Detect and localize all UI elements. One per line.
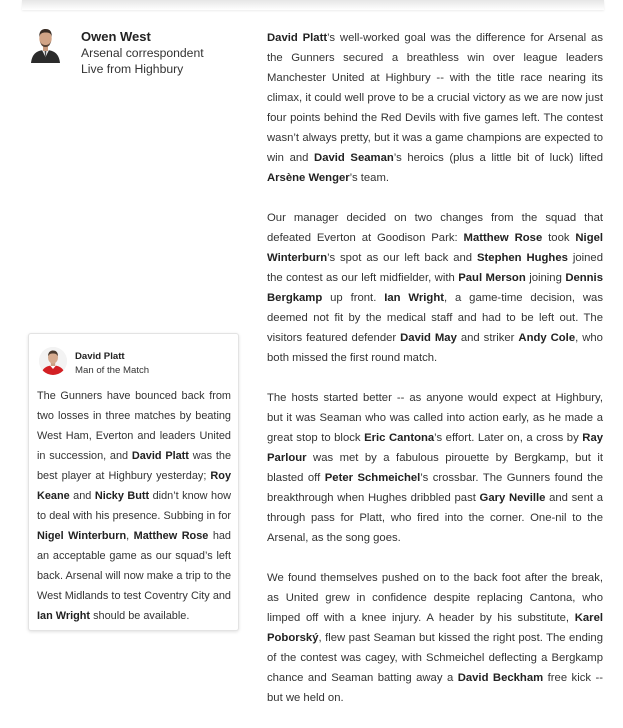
player-name: Paul Merson [458,272,526,284]
person-avatar-icon [30,26,61,63]
article-paragraph: We found themselves pushed on to the back foot after the break, as United grew in confidence despite replacing Cantona, who limped off with a knee injury. A header by his substitute, Karel Poborský, flew past Seaman but kissed the right post. The ending of the contest was cagey, with Schmeichel deflecting a Bergkamp chance and Seaman batting away a David Beckham free kick -- but we held on. [267,572,603,704]
article-body [267,28,603,728]
article-paragraph: Our manager decided on two changes from the squad that defeated Everton at Goodison Park: Matthew Rose took Nigel Winterburn’s spot as our left back and Stephen Hughes joined the contest as our left midfielder, with Paul Merson joining Dennis Bergkamp up front. Ian Wright, a game-time decision, was deemed not fit by the medical staff and had to be left out. The visitors featured defender David May and striker Andy Cole, who both missed the first round match. [267,212,604,364]
player-name: Matthew Rose [133,530,209,542]
man-of-the-match-card [28,333,239,631]
player-name: David Seaman [314,152,394,164]
player-name: Nigel Winterburn [37,530,127,542]
author-name: Owen West [81,29,151,44]
article-paragraph: David Platt’s well-worked goal was the difference for Arsenal as the Gunners secured a breathless win over league leaders Manchester United at Highbury -- with the title race nearing its climax, it could well prove to be a crucial victory as we are now just four points behind the Red Devils with five games left. The contest wasn’t always pretty, but it was a game champions are expected to win and David Seaman’s heroics (plus a little bit of luck) lifted Arsène Wenger’s team. [267,32,604,184]
player-name: Gary Neville [479,492,546,504]
player-name: David Beckham [457,672,544,684]
player-name: Stephen Hughes [476,252,568,264]
author-byline [30,26,250,76]
top-divider [22,0,604,10]
card-player-name: David Platt [75,351,125,362]
player-name: Peter Schmeichel [324,472,421,484]
article-paragraph: The hosts started better -- as anyone would expect at Highbury, but it was Seaman who was called into action early, as he made a great stop to block Eric Cantona’s effort. Later on, a cross by Ray Parlour was met by a fabulous pirouette by Bergkamp, but it blasted off Peter Schmeichel’s crossbar. The Gunners found the breakthrough when Hughes dribbled past Gary Neville and sent a through pass for Platt, who fired into the corner. One-nil to the Arsenal, as the song goes. [267,392,604,544]
player-name: Roy Keane [37,470,231,502]
player-name: David Platt [267,32,328,44]
player-name: Ian Wright [384,292,444,304]
card-subtitle: Man of the Match [75,365,150,376]
author-role: Arsenal correspondent [81,46,204,60]
player-avatar-icon [39,347,67,375]
player-name: Eric Cantona [364,432,435,444]
author-location: Live from Highbury [81,62,184,76]
player-name: David Platt [131,450,189,462]
player-name: David May [400,332,457,344]
player-name: Arsène Wenger [267,172,350,184]
player-name: Ian Wright [37,610,91,622]
player-name: Matthew Rose [463,232,543,244]
player-name: Karel Poborský [267,612,603,644]
card-header [39,347,234,381]
player-name: Ray Parlour [267,432,604,464]
card-body-text: The Gunners have bounced back from two losses in three matches by beating West Ham, Everton and leaders United in succession, and David Platt was the best player at Highbury yesterday; Roy Keane and Nicky Butt didn’t know how to deal with his presence. Subbing in for Nigel Winterburn, Matthew Rose had an acceptable game as our squad’s left back. Arsenal will now make a trip to the West Midlands to test Coventry City and Ian Wright should be available. [37,390,232,622]
player-name: Nicky Butt [94,490,150,502]
player-name: Andy Cole [518,332,576,344]
player-name: Nigel Winterburn [267,232,604,264]
player-name: Dennis Bergkamp [267,272,603,304]
